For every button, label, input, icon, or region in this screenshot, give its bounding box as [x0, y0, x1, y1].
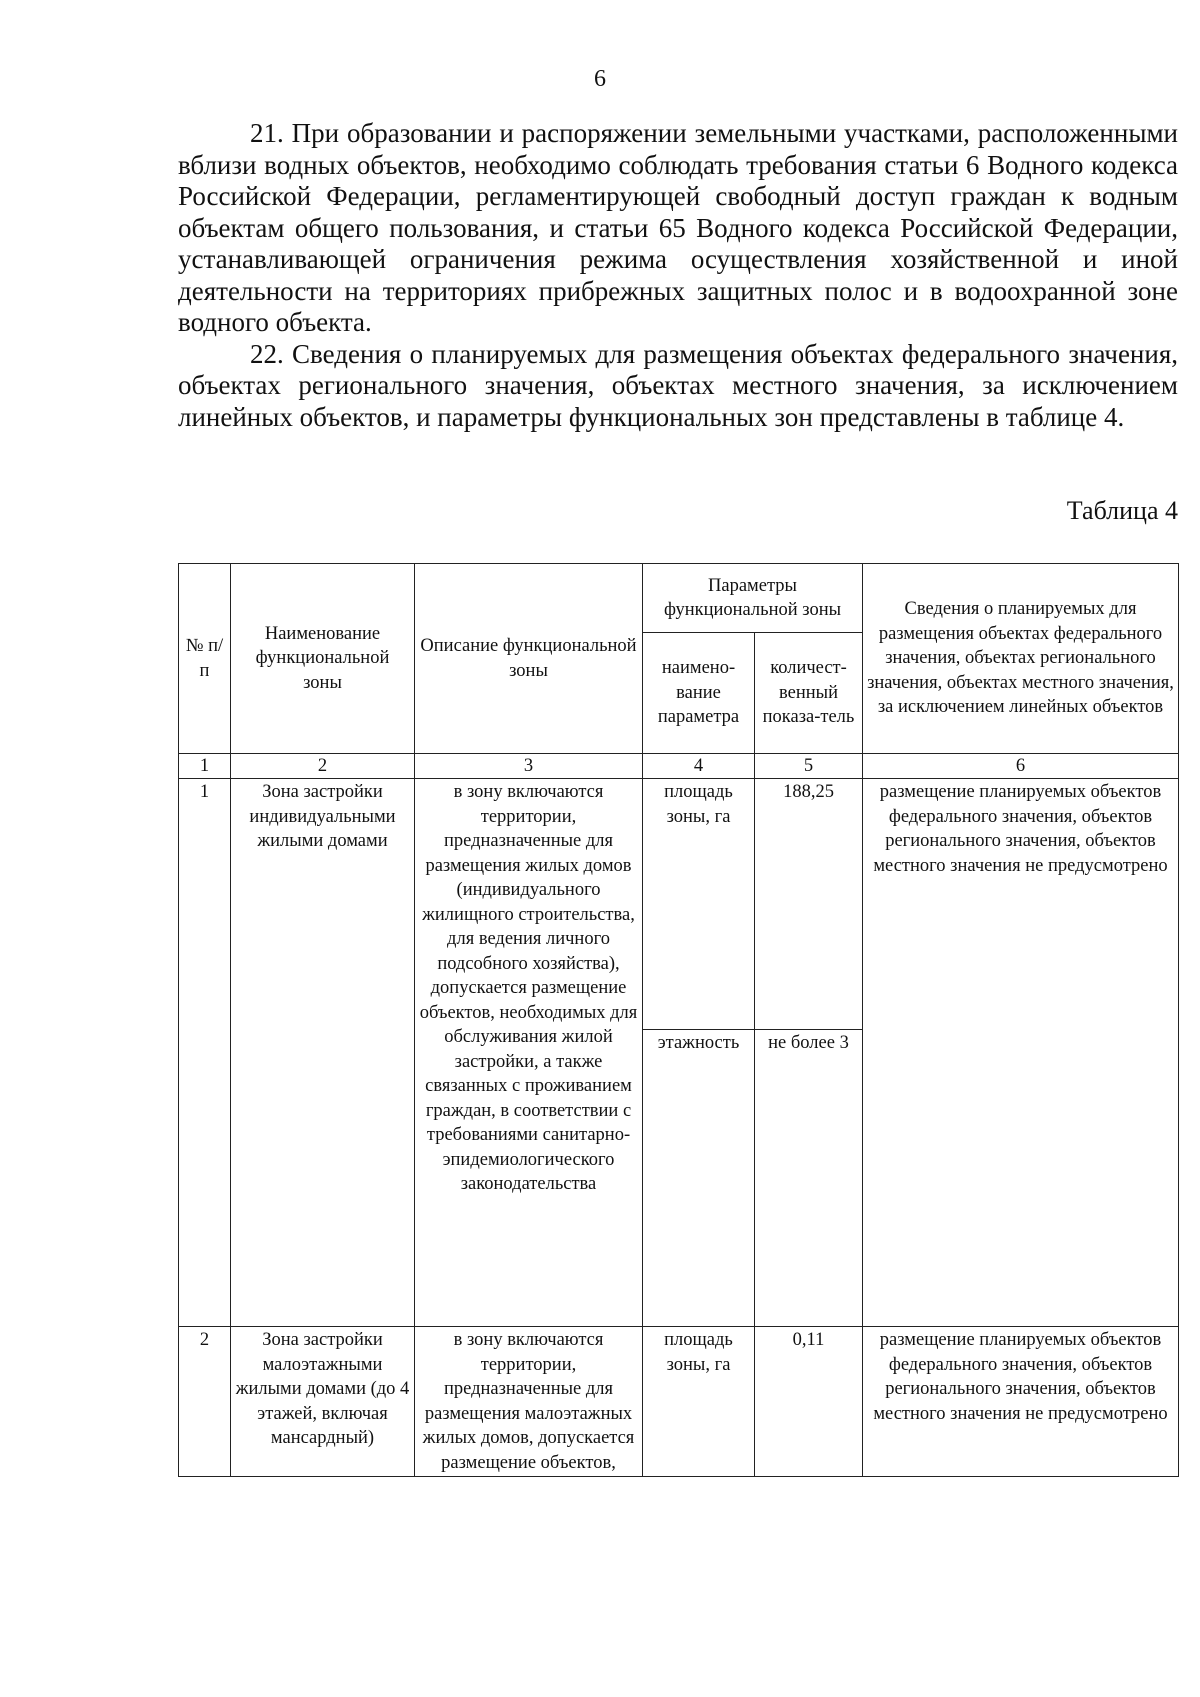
- column-numbers-row: [179, 754, 1179, 779]
- row-param-name: площадь зоны, га: [643, 1327, 755, 1477]
- column-number: 6: [863, 754, 1179, 779]
- row-description: в зону включаются территории, предназначенные для размещения малоэтажных жилых домов, допускается размещение объектов,: [415, 1327, 643, 1477]
- header-description: Описание функциональной зоны: [415, 564, 643, 754]
- row-planned: размещение планируемых объектов федерального значения, объектов регионального значения, объектов местного значения не предусмотрено: [863, 779, 1179, 1327]
- column-number: 1: [179, 754, 231, 779]
- page-number: 6: [594, 66, 606, 92]
- row-zone-name: Зона застройки малоэтажными жилыми домами (до 4 этажей, включая мансардный): [231, 1327, 415, 1477]
- header-zone-name: Наименование функциональной зоны: [231, 564, 415, 754]
- row-description: в зону включаются территории, предназначенные для размещения жилых домов (индивидуального жилищного строительства, для ведения личного подсобного хозяйства), допускается размещение объектов, необходимых для обслуживания жилой застройки, а также связанных с проживанием граждан, в соответствии с требованиями санитарно-эпидемиологического законодательства: [415, 779, 643, 1327]
- row-planned: размещение планируемых объектов федерального значения, объектов регионального значения, объектов местного значения не предусмотрено: [863, 1327, 1179, 1477]
- body-text: [178, 118, 1178, 433]
- table-header-row: [179, 564, 1179, 633]
- header-param-name: наимено-вание параметра: [643, 633, 755, 754]
- table-row: [179, 779, 1179, 1030]
- header-num: № п/п: [179, 564, 231, 754]
- header-params-group: Параметры функциональной зоны: [643, 564, 863, 633]
- paragraph-22: 22. Сведения о планируемых для размещения объектах федерального значения, объектах регионального значения, объектах местного значения, за исключением линейных объектов, и параметры функциональных зон представлены в таблице 4.: [178, 338, 1178, 432]
- row-param-name: этажность: [643, 1030, 755, 1327]
- column-number: 4: [643, 754, 755, 779]
- row-zone-name: Зона застройки индивидуальными жилыми домами: [231, 779, 415, 1327]
- row-num: 2: [179, 1327, 231, 1477]
- table-row: [179, 1327, 1179, 1477]
- header-planned: Сведения о планируемых для размещения объектах федерального значения, объектах регионального значения, объектах местного значения, за исключением линейных объектов: [863, 564, 1179, 754]
- row-num: 1: [179, 779, 231, 1327]
- row-param-value: не более 3: [755, 1030, 863, 1327]
- header-param-value: количест-венный показа-тель: [755, 633, 863, 754]
- paragraph-21: 21. При образовании и распоряжении земельными участками, расположенными вблизи водных объектов, необходимо соблюдать требования статьи 6 Водного кодекса Российской Федерации, регламентирующей свободный доступ граждан к водным объектам общего пользования, и статьи 65 Водного кодекса Российской Федерации, устанавливающей ограничения режима осуществления хозяйственной и иной деятельности на территориях прибрежных защитных полос и в водоохранной зоне водного объекта.: [178, 118, 1178, 337]
- row-param-value: 188,25: [755, 779, 863, 1030]
- column-number: 3: [415, 754, 643, 779]
- table-caption: Таблица 4: [1066, 496, 1178, 525]
- functional-zones-table: [178, 563, 1179, 1477]
- row-param-name: площадь зоны, га: [643, 779, 755, 1030]
- column-number: 5: [755, 754, 863, 779]
- row-param-value: 0,11: [755, 1327, 863, 1477]
- column-number: 2: [231, 754, 415, 779]
